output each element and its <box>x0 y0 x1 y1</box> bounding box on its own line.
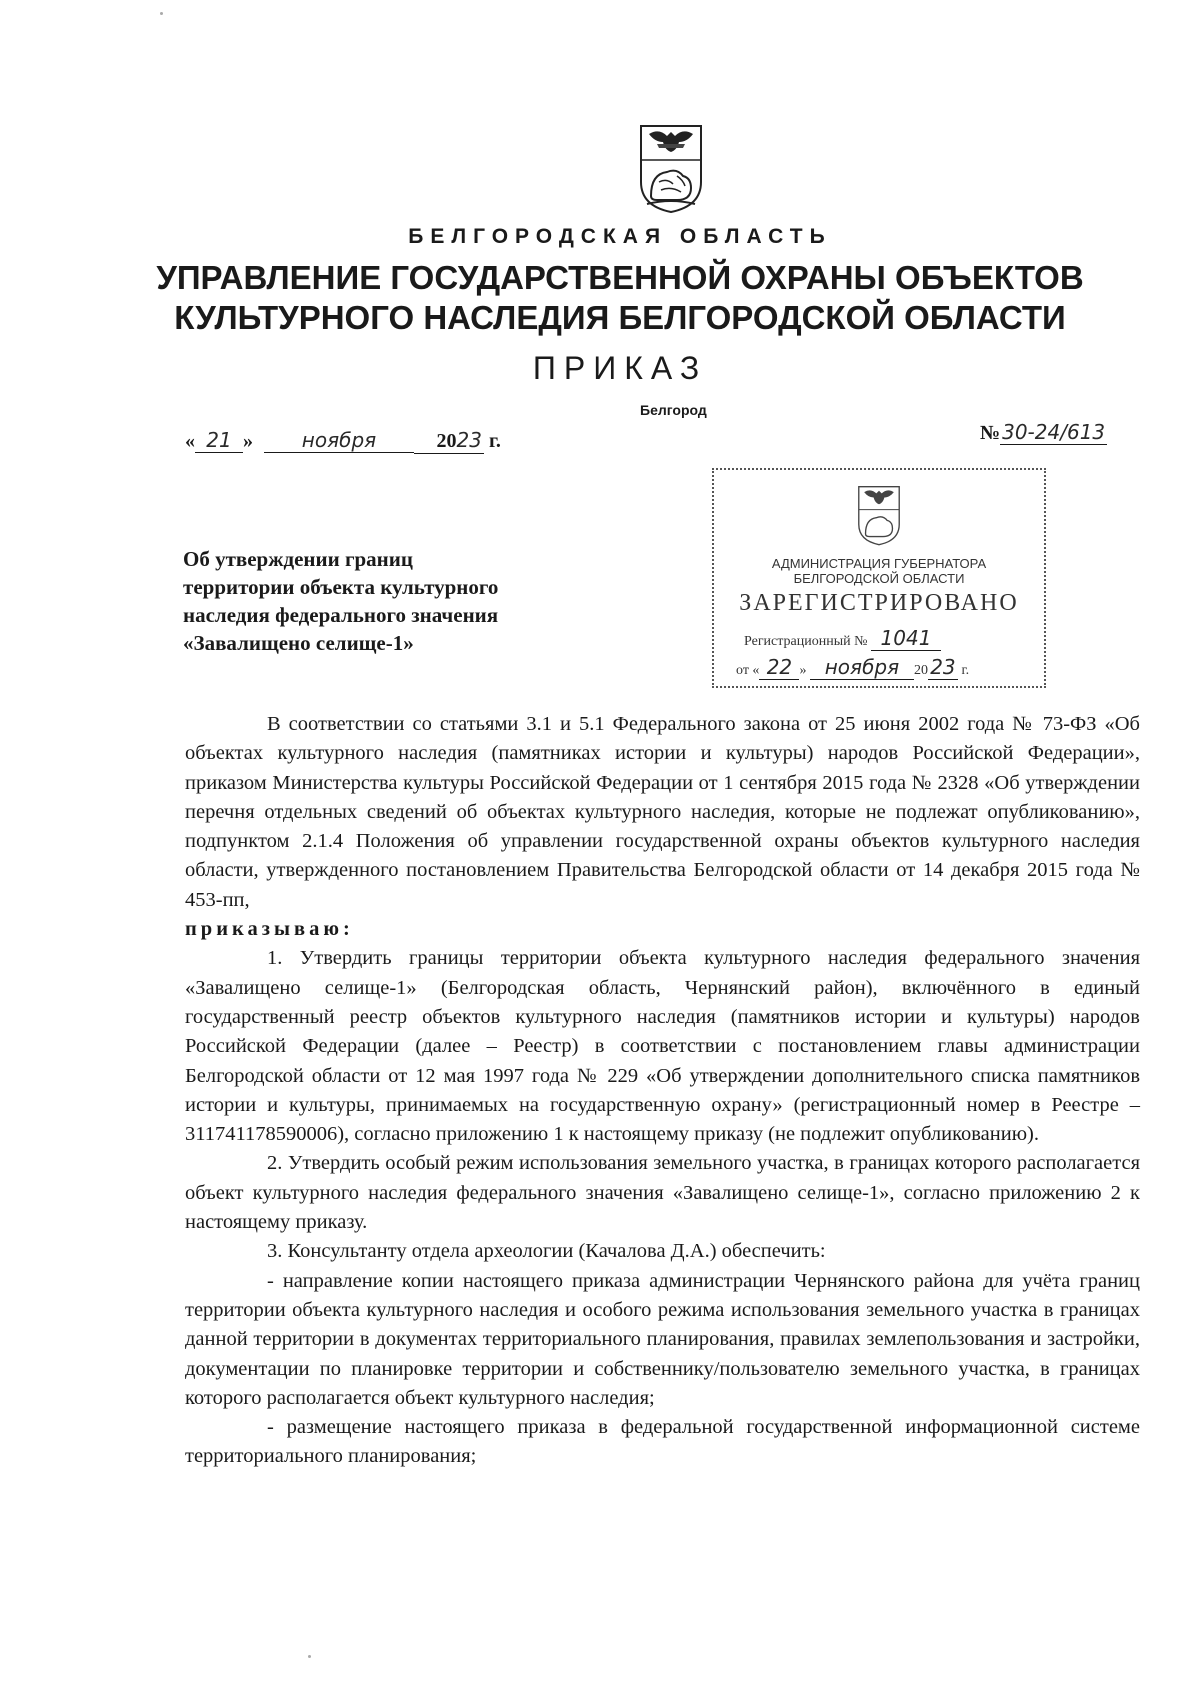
item-1-paragraph: 1. Утвердить границы территории объекта культурного наследия федерального значения «Завалищено селище-1» (Белгородская область, Чернянский район), включённого в единый государственный реестр объектов культурного наследия (памятников истории и культуры) народов Российской Федерации (далее – Реестр) в соответствии с постановлением главы администрации Белгородской области от 12 мая 1997 года № 229 «Об утверждении дополнительного списка памятников истории и культуры, принимаемых на государственную охрану» (регистрационный номер в Реестре – 311741178590006), согласно приложению 1 к настоящему приказу (не подлежит опубликованию). <box>185 947 1140 1146</box>
stamp-date-year-suffix: 23 <box>928 655 958 680</box>
agency-name-line2: КУЛЬТУРНОГО НАСЛЕДИЯ БЕЛГОРОДСКОЙ ОБЛАСТИ <box>174 299 1066 336</box>
region-name: БЕЛГОРОДСКАЯ ОБЛАСТЬ <box>408 225 832 248</box>
subject-line2: территории объекта культурного <box>183 575 499 599</box>
order-number <box>980 420 1107 445</box>
item-3b-paragraph: - размещение настоящего приказа в федеральной государственной информационной системе территориального планирования; <box>185 1416 1140 1468</box>
stamp-organization-line2: БЕЛГОРОДСКОЙ ОБЛАСТИ <box>793 571 965 586</box>
stamp-reg-number-value: 1041 <box>871 626 941 651</box>
agency-name-line1: УПРАВЛЕНИЕ ГОСУДАРСТВЕННОЙ ОХРАНЫ ОБЪЕКТОВ <box>156 259 1084 296</box>
date-year-prefix: 20 <box>436 430 457 452</box>
stamp-reg-label: Регистрационный № <box>744 634 868 649</box>
document-type: ПРИКАЗ <box>532 350 708 386</box>
order-number-value: 30-24/613 <box>1002 420 1106 444</box>
stamp-date-mid: » <box>799 663 807 678</box>
stamp-registration-number <box>744 626 941 651</box>
stamp-organization <box>714 556 1044 586</box>
scan-dot <box>308 1655 311 1658</box>
stamp-date-month: ноября <box>810 655 914 680</box>
stamp-date-year-mark: г. <box>961 663 970 678</box>
subject-line4: «Завалищено селище-1» <box>183 631 414 655</box>
city-name: Белгород <box>640 402 707 418</box>
date-close-quote: » <box>243 430 253 452</box>
document-subject <box>183 545 603 657</box>
stamp-coat-of-arms-icon <box>856 484 902 546</box>
date-open-quote: « <box>185 430 195 452</box>
stamp-date <box>736 655 969 680</box>
item-2-paragraph: 2. Утвердить особый режим использования земельного участка, в границах которого располагается объект культурного наследия федерального значения «Завалищено селище-1», согласно приложению 2 к настоящему приказу. <box>185 1152 1140 1234</box>
stamp-date-year-prefix: 20 <box>913 663 928 678</box>
item-3-paragraph: 3. Консультанту отдела археологии (Качалова Д.А.) обеспечить: <box>267 1240 826 1263</box>
document-body <box>185 710 1140 1472</box>
stamp-registered: ЗАРЕГИСТРИРОВАНО <box>739 590 1019 616</box>
order-date <box>185 428 501 454</box>
registration-stamp <box>712 468 1046 688</box>
stamp-date-prefix: от « <box>736 663 760 678</box>
preamble-paragraph: В соответствии со статьями 3.1 и 5.1 Федерального закона от 25 июня 2002 года № 73-ФЗ «Об объектах культурного наследия (памятниках истории и культуры) народов Российской Федерации», приказом Министерства культуры Российской Федерации от 1 сентября 2015 года № 2328 «Об утверждении перечня отдельных сведений об объектах культурного наследия, которые не подлежат опубликованию», подпунктом 2.1.4 Положения об управлении государственной охраны объектов культурного наследия области, утвержденного постановлением Правительства Белгородской области от 14 декабря 2015 года № 453-пп, <box>185 713 1140 911</box>
order-number-label: № <box>980 422 1001 444</box>
date-year-suffix: 23 <box>456 428 482 452</box>
order-word: приказываю: <box>185 918 354 941</box>
stamp-organization-line1: АДМИНИСТРАЦИЯ ГУБЕРНАТОРА <box>771 556 987 571</box>
item-3a-paragraph: - направление копии настоящего приказа администрации Чернянского района для учёта границ территории объекта культурного наследия и особого режима использования земельного участка в границах данной территории в документах территориального планирования, правилах землепользования и застройки, документации по планировке территории и собственнику/пользователю земельного участка, в границах которого располагается объект культурного наследия; <box>185 1269 1140 1409</box>
date-year-mark: г. <box>489 430 501 452</box>
date-year-field <box>414 428 484 454</box>
coat-of-arms-icon <box>637 122 705 214</box>
subject-line3: наследия федерального значения <box>183 603 499 627</box>
stamp-date-day: 22 <box>759 655 799 680</box>
date-month: ноября <box>264 428 414 453</box>
scan-dot <box>160 12 163 15</box>
date-day: 21 <box>195 428 243 453</box>
subject-line1: Об утверждении границ <box>183 547 413 571</box>
agency-name <box>0 258 1200 338</box>
